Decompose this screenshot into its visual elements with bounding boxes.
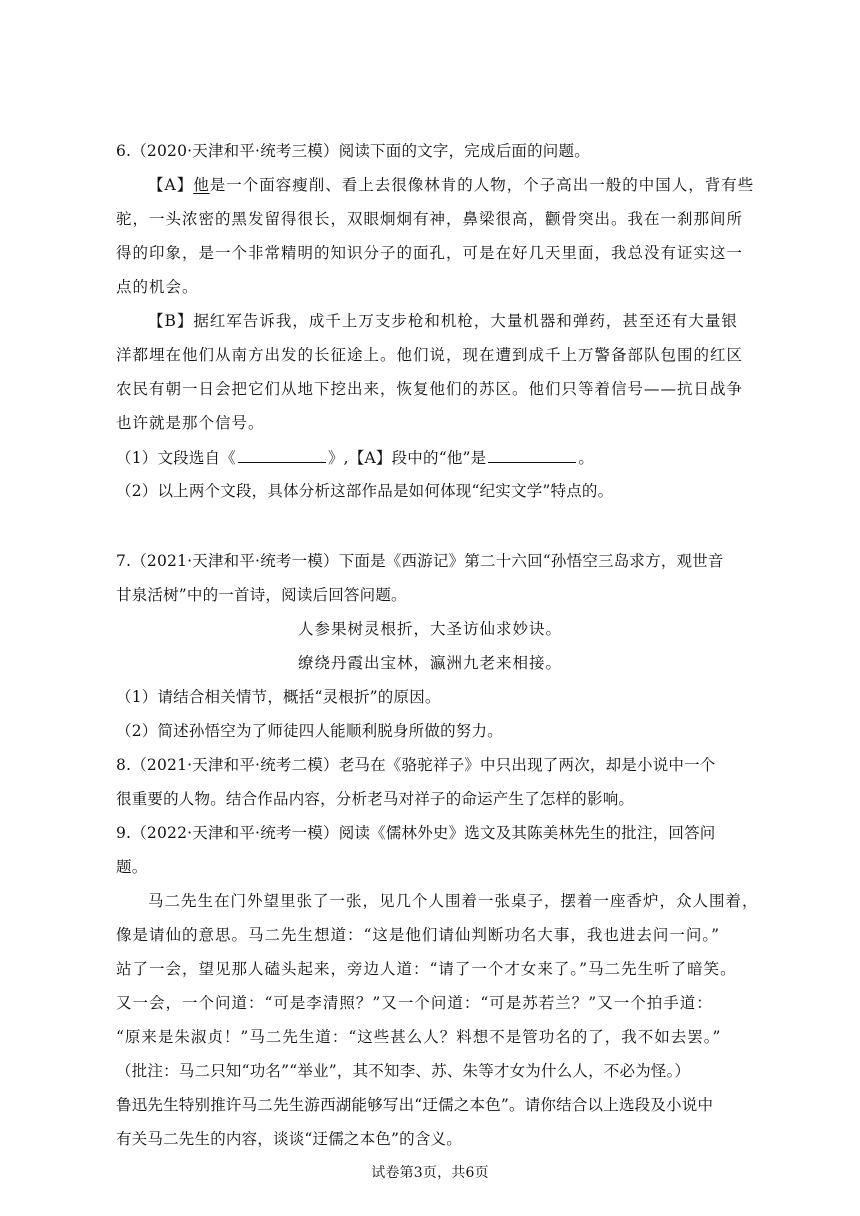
answer-blank-book[interactable] [238, 447, 326, 463]
q6-sub1-text-c: 。 [578, 449, 595, 467]
q7-sub1: （1）请结合相关情节，概括“灵根折”的原因。 [116, 688, 441, 706]
passage-a-marker: 【A】 [148, 176, 194, 194]
q6-sub2: （2）以上两个文段，具体分析这部作品是如何体现“纪实文学”特点的。 [116, 482, 614, 500]
q9-header-line1: 9.（2022·天津和平·统考一模）阅读《儒林外史》选文及其陈美林先生的批注，回答问 [116, 824, 716, 842]
q6-passage-b-line4: 也许就是那个信号。 [116, 414, 265, 432]
passage-a-he: 他 [193, 176, 210, 194]
q8-line2: 很重要的人物。结合作品内容，分析老马对祥子的命运产生了怎样的影响。 [116, 790, 635, 808]
q7-sub2: （2）简述孙悟空为了师徒四人能顺利脱身所做的努力。 [116, 722, 503, 740]
q9-question-line2: 有关马二先生的内容，谈谈“迂儒之本色”的含义。 [116, 1130, 462, 1148]
q6-passage-a-line2: 驼，一头浓密的黑发留得很长，双眼炯炯有神，鼻梁很高，颧骨突出。我在一刹那间所 [116, 210, 744, 228]
q6-passage-b-line3: 农民有朝一日会把它们从地下挖出来，恢复他们的苏区。他们只等着信号——抗日战争 [116, 380, 744, 398]
q6-header: 6.（2020·天津和平·统考三模）阅读下面的文字，完成后面的问题。 [116, 142, 590, 160]
q7-poem-line1: 人参果树灵根折，大圣访仙求妙诀。 [297, 620, 562, 638]
page-footer: 试卷第3页，共6页 [371, 1165, 489, 1181]
q9-passage-line5: “原来是朱淑贞！”马二先生道：“这些甚么人？料想不是管功名的了，我不如去罢。” [116, 1028, 722, 1046]
q9-annotation: （批注：马二只知“功名”“举业”，其不知李、苏、朱等才女为什么人，不必为怪。） [116, 1062, 691, 1080]
passage-a-text: 是一个面容瘦削、看上去很像林肯的人物，个子高出一般的中国人，背有些 [209, 176, 755, 194]
q7-poem-line2: 缭绕丹霞出宝林，瀛洲九老来相接。 [297, 654, 562, 672]
q6-sub1 [116, 447, 594, 468]
q9-question-line1: 鲁迅先生特别推许马二先生游西湖能够写出“迂儒之本色”。请你结合以上选段及小说中 [116, 1096, 714, 1114]
q6-passage-b-line2: 洋都埋在他们从南方出发的长征途上。他们说，现在遭到成千上万警备部队包围的红区 [116, 346, 744, 364]
q6-passage-b-line1: 【B】据红军告诉我，成千上万支步枪和机枪，大量机器和弹药，甚至还有大量银 [148, 312, 738, 330]
q9-passage-line4: 又一会，一个问道：“可是李清照？”又一个问道：“可是苏若兰？”又一个拍手道： [116, 994, 713, 1012]
answer-blank-person[interactable] [488, 447, 576, 463]
q8-line1: 8.（2021·天津和平·统考二模）老马在《骆驼祥子》中只出现了两次，却是小说中一个 [116, 756, 716, 774]
q7-header-line2: 甘泉活树”中的一首诗，阅读后回答问题。 [116, 586, 407, 604]
q6-sub1-text-a: （1）文段选自《 [116, 449, 236, 467]
q9-header-line2: 题。 [116, 858, 148, 876]
q6-passage-a-line3: 得的印象，是一个非常精明的知识分子的面孔，可是在好几天里面，我总没有证实这一 [116, 244, 744, 262]
q6-passage-a-line4: 点的机会。 [116, 278, 199, 296]
q6-sub1-text-b: 》,【A】段中的“他”是 [327, 449, 487, 467]
q6-passage-a-line1 [148, 175, 754, 195]
q9-passage-line2: 像是请仙的意思。马二先生想道：“这是他们请仙判断功名大事，我也进去问一问。” [116, 926, 721, 944]
q9-passage-line1: 马二先生在门外望里张了一张，见几个人围着一张桌子，摆着一座香炉，众人围着， [148, 892, 759, 910]
q9-passage-line3: 站了一会，望见那人磕头起来，旁边人道：“请了一个才女来了。”马二先生听了暗笑。 [116, 960, 737, 978]
q7-header-line1: 7.（2021·天津和平·统考一模）下面是《西游记》第二十六回“孙悟空三岛求方，观世音 [116, 552, 724, 570]
